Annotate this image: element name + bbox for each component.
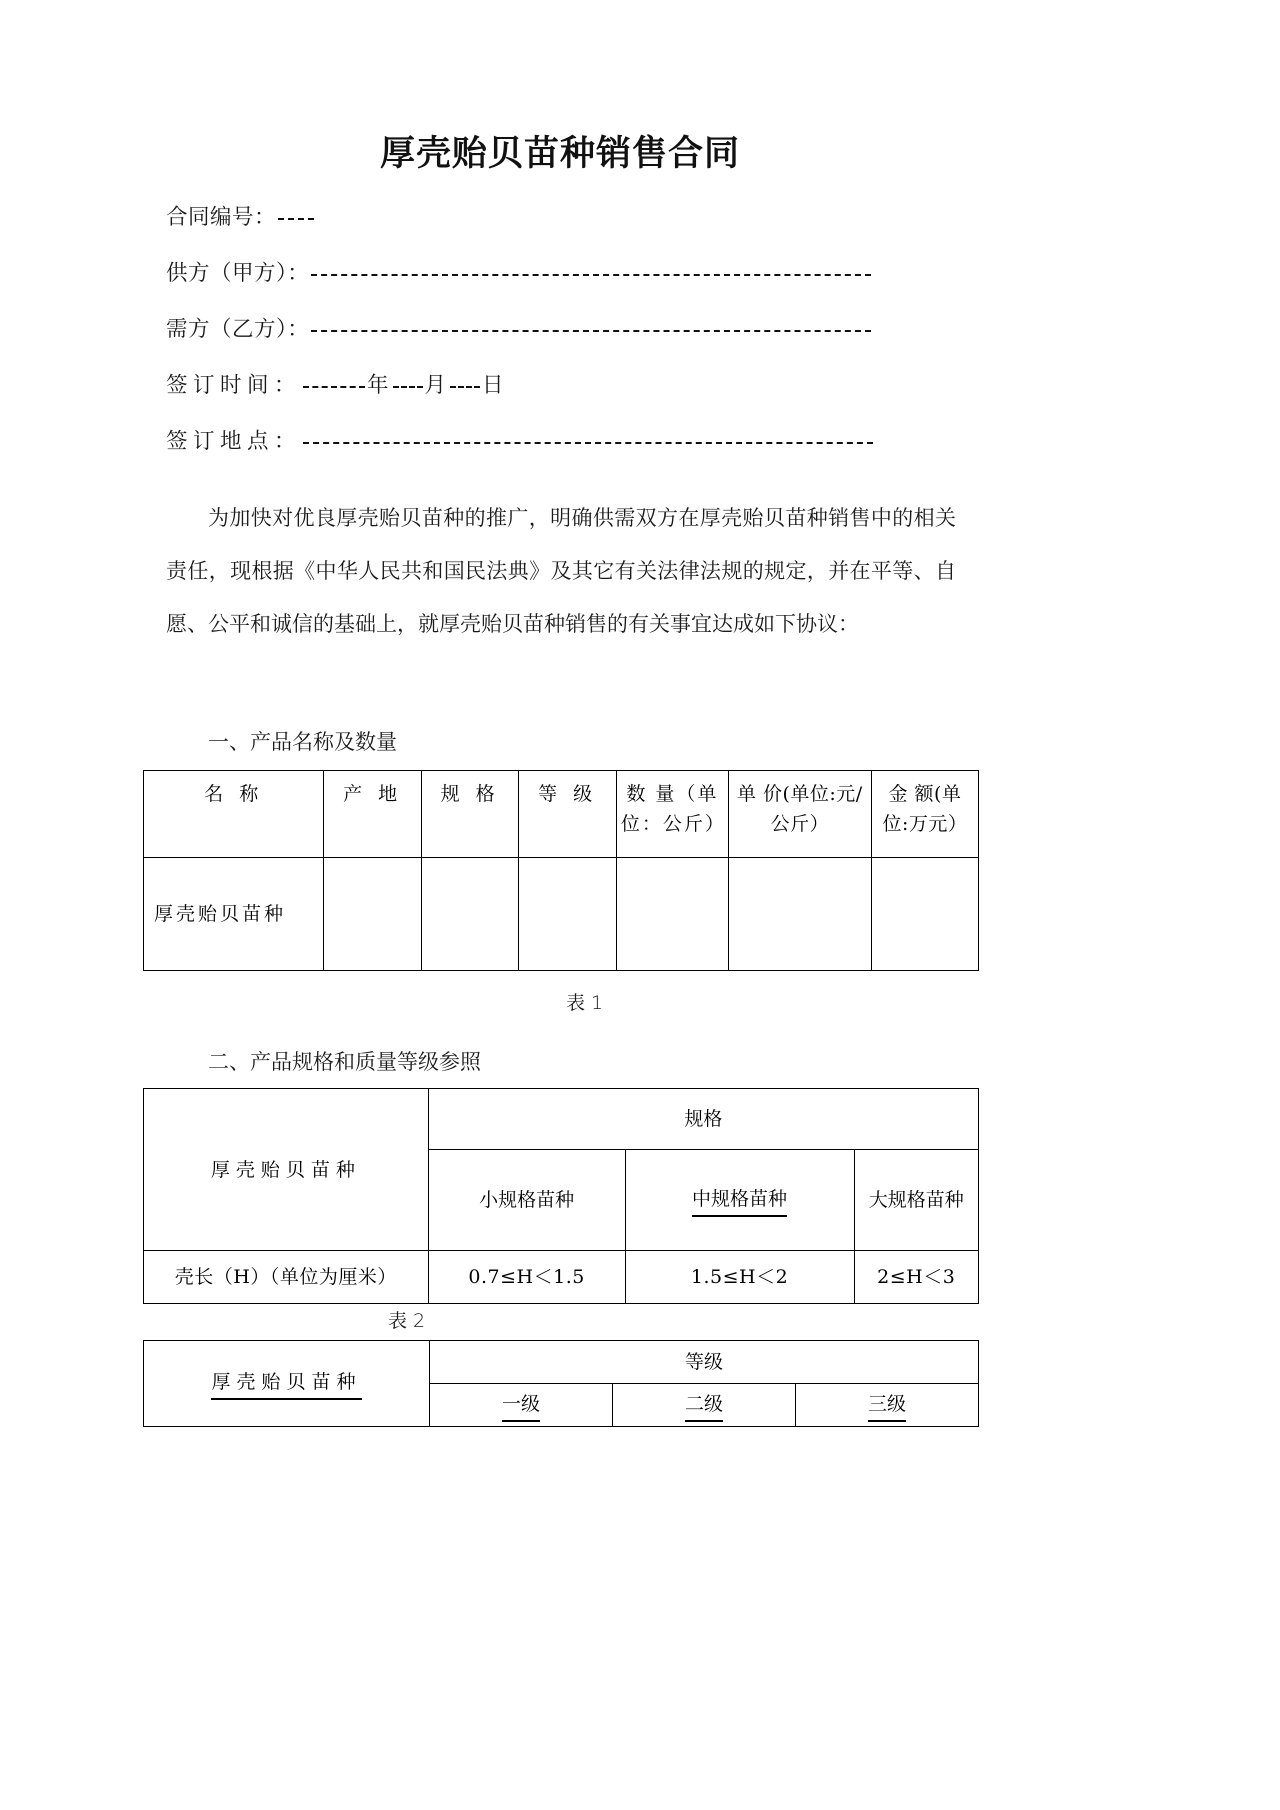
grade-level-two — [612, 1384, 795, 1427]
section-heading-two: 二、产品规格和质量等级参照 — [208, 1050, 481, 1074]
cell-quantity[interactable] — [616, 858, 728, 971]
table-row — [144, 858, 979, 971]
grade-level-three-text: 三级 — [868, 1391, 906, 1422]
table2-caption: 表 2 — [388, 1310, 426, 1332]
table-header-row — [144, 771, 979, 858]
th-quantity: 数 量（单位：公斤） — [616, 771, 728, 858]
cell-amount[interactable] — [871, 858, 978, 971]
grade-group-header: 等级 — [429, 1341, 978, 1384]
contract-number-label: 合同编号： — [166, 205, 277, 230]
grade-product-label-text: 厚壳贻贝苗种 — [211, 1369, 361, 1400]
spec-sub-header-small: 小规格苗种 — [428, 1150, 625, 1251]
buyer-blank[interactable] — [311, 329, 871, 332]
field-contract-number — [166, 200, 1106, 256]
page-title: 厚壳贻贝苗种销售合同 — [379, 133, 740, 174]
field-sign-place — [166, 424, 1106, 480]
th-amount: 金 额(单位:万元） — [871, 771, 978, 858]
spec-value-medium: 1.5≤H＜2 — [625, 1251, 854, 1304]
grade-level-one — [429, 1384, 612, 1427]
spec-sub-header-large: 大规格苗种 — [854, 1150, 979, 1251]
grade-group-header-row — [144, 1341, 979, 1384]
intro-paragraph: 为加快对优良厚壳贻贝苗种的推广，明确供需双方在厚壳贻贝苗种销售中的相关责任，现根据《中华人民共和国民法典》及其它有关法律法规的规定，并在平等、自愿、公平和诚信的基础上，就厚壳贻贝苗种销售的有关事宜达成如下协议： — [166, 506, 956, 636]
supplier-blank[interactable] — [311, 273, 871, 276]
th-origin: 产 地 — [324, 771, 422, 858]
spec-group-header: 规格 — [428, 1089, 978, 1150]
product-quantity-table — [143, 770, 979, 971]
buyer-label: 需方（乙方）： — [166, 317, 310, 342]
grade-product-label — [144, 1341, 430, 1427]
field-supplier — [166, 256, 1106, 312]
supplier-label: 供方（甲方）： — [166, 261, 310, 286]
cell-grade[interactable] — [519, 858, 617, 971]
sign-time-label: 签订时间： — [166, 373, 302, 398]
cell-origin[interactable] — [324, 858, 422, 971]
sign-place-label: 签订地点： — [166, 429, 302, 454]
table1-caption: 表 1 — [566, 992, 604, 1014]
th-unit-price: 单 价(单位:元/公斤） — [728, 771, 871, 858]
th-spec: 规 格 — [421, 771, 519, 858]
spec-product-label: 厚壳贻贝苗种 — [144, 1089, 429, 1251]
field-sign-time — [166, 368, 1106, 424]
sign-year-blank[interactable] — [303, 385, 365, 388]
grade-level-three — [795, 1384, 978, 1427]
spec-value-large: 2≤H＜3 — [854, 1251, 979, 1304]
sign-month-blank[interactable] — [393, 385, 423, 388]
month-unit-label: 月 — [424, 373, 447, 398]
sign-place-blank[interactable] — [303, 441, 873, 444]
spec-sub-header-medium — [625, 1150, 854, 1251]
cell-unit-price[interactable] — [728, 858, 871, 971]
field-buyer — [166, 312, 1106, 368]
section-heading-one: 一、产品名称及数量 — [208, 730, 397, 754]
contract-number-blank[interactable] — [278, 217, 314, 220]
grade-reference-table — [143, 1340, 979, 1427]
sign-day-blank[interactable] — [450, 385, 480, 388]
spec-value-small: 0.7≤H＜1.5 — [428, 1251, 625, 1304]
grade-level-one-text: 一级 — [502, 1391, 540, 1422]
day-unit-label: 日 — [482, 373, 504, 398]
th-name: 名 称 — [144, 771, 324, 858]
cell-spec[interactable] — [421, 858, 519, 971]
grade-level-two-text: 二级 — [685, 1391, 723, 1422]
th-grade: 等 级 — [519, 771, 617, 858]
spec-value-row — [144, 1251, 979, 1304]
contract-header-fields — [166, 200, 1106, 480]
spec-reference-table — [143, 1088, 979, 1304]
spec-sub-header-medium-text: 中规格苗种 — [692, 1186, 787, 1217]
cell-product-name: 厚壳贻贝苗种 — [144, 858, 324, 971]
year-unit-label: 年 — [367, 373, 389, 398]
spec-group-header-row — [144, 1089, 979, 1150]
spec-row-label: 壳长（H）（单位为厘米） — [144, 1251, 429, 1304]
